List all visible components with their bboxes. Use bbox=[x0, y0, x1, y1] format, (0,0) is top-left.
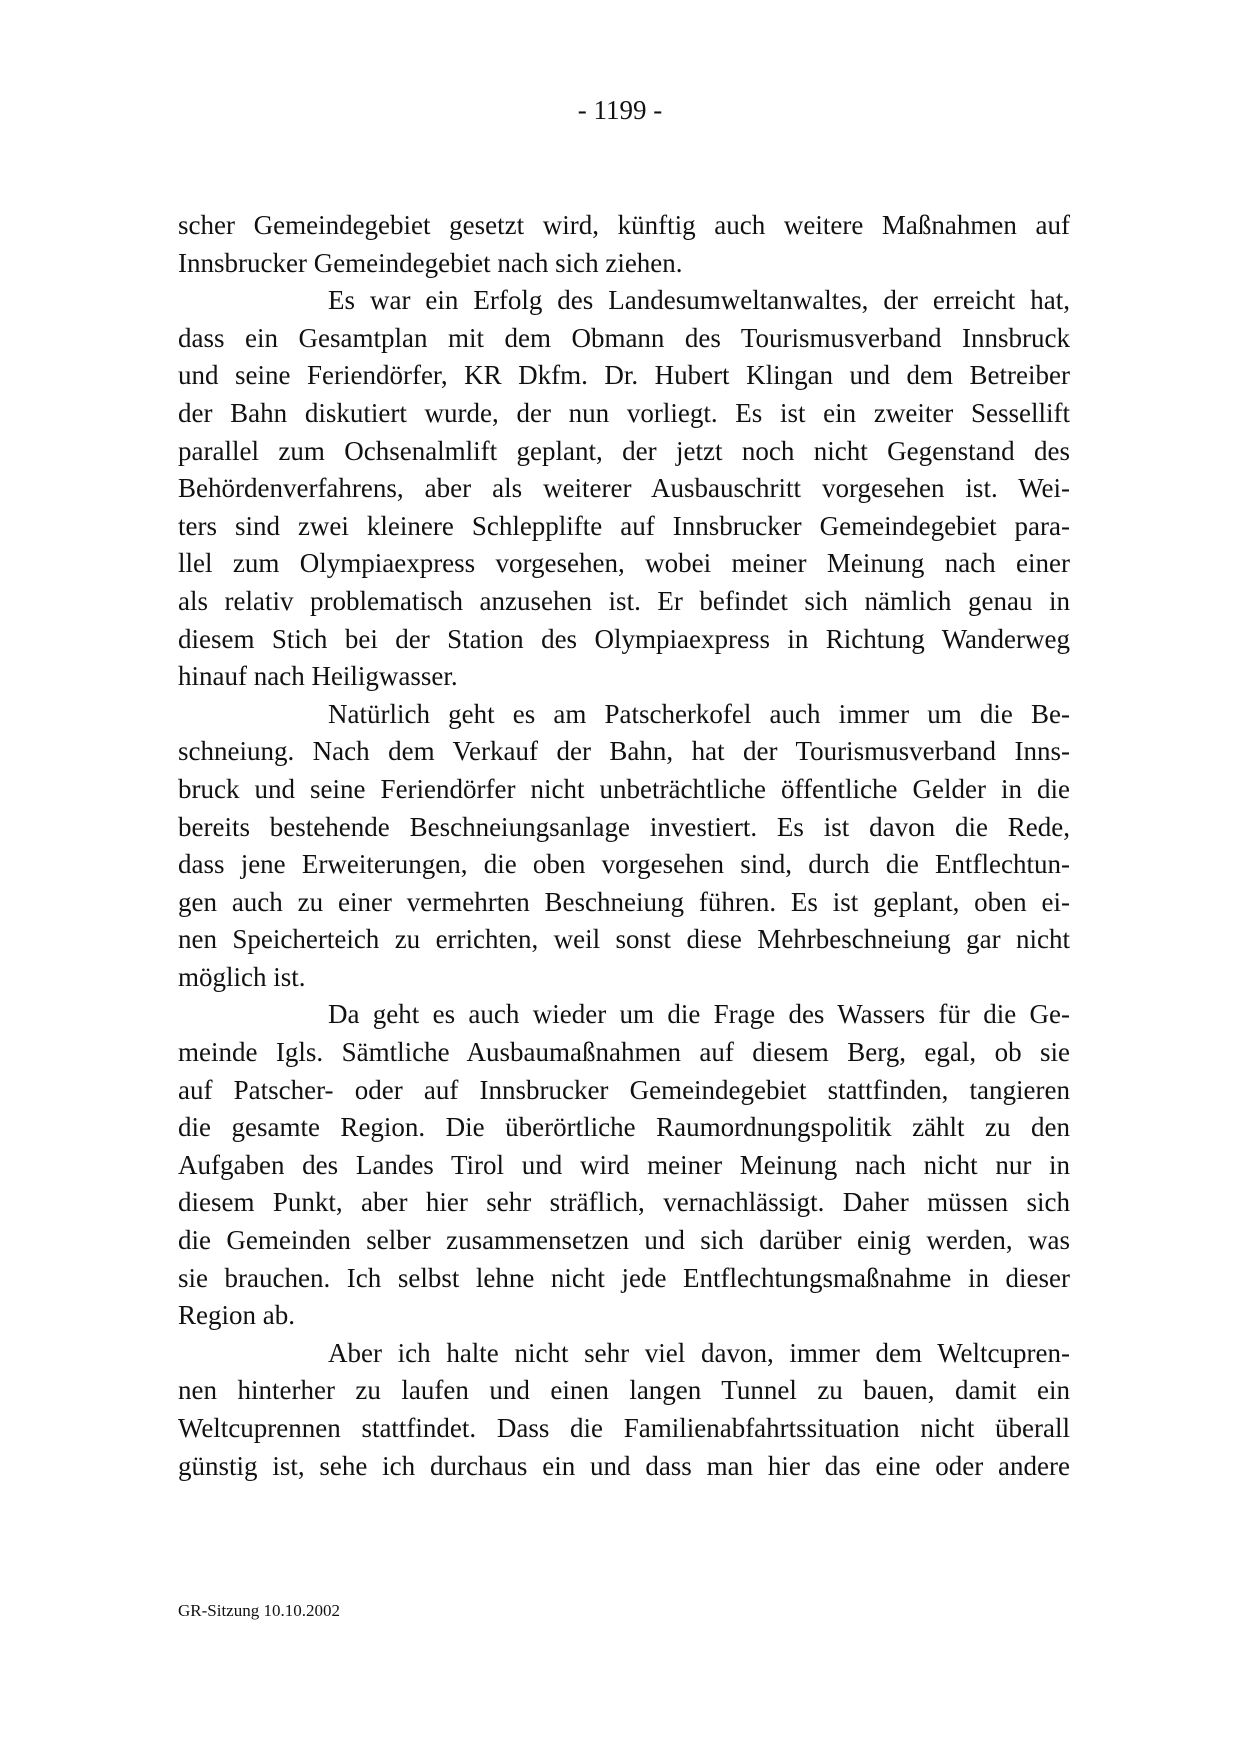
text-line: als relativ problematisch anzusehen ist. Er befindet sich nämlich genau in bbox=[178, 585, 1070, 616]
text-line: gen auch zu einer vermehrten Beschneiung führen. Es ist geplant, oben ei- bbox=[178, 886, 1070, 917]
body-text bbox=[178, 207, 1070, 1485]
paragraph bbox=[178, 696, 1070, 997]
paragraph bbox=[178, 207, 1070, 282]
text-line: der Bahn diskutiert wurde, der nun vorliegt. Es ist ein zweiter Sessellift bbox=[178, 397, 1070, 428]
text-line: hinauf nach Heiligwasser. bbox=[178, 661, 458, 692]
text-line: Natürlich geht es am Patscherkofel auch immer um die Be- bbox=[328, 698, 1070, 729]
text-line: diesem Stich bei der Station des Olympiaexpress in Richtung Wanderweg bbox=[178, 623, 1070, 654]
text-line: bereits bestehende Beschneiungsanlage investiert. Es ist davon die Rede, bbox=[178, 811, 1070, 842]
text-line: günstig ist, sehe ich durchaus ein und dass man hier das eine oder andere bbox=[178, 1450, 1070, 1481]
text-line: und seine Feriendörfer, KR Dkfm. Dr. Hubert Klingan und dem Betreiber bbox=[178, 360, 1070, 391]
text-line: Region ab. bbox=[178, 1300, 295, 1331]
text-line: Aber ich halte nicht sehr viel davon, immer dem Weltcupren- bbox=[328, 1337, 1070, 1368]
text-line: dass jene Erweiterungen, die oben vorgesehen sind, durch die Entflechtun- bbox=[178, 849, 1070, 880]
text-line: nen Speicherteich zu errichten, weil sonst diese Mehrbeschneiung gar nicht bbox=[178, 924, 1070, 955]
text-line: Behördenverfahrens, aber als weiterer Ausbauschritt vorgesehen ist. Wei- bbox=[178, 473, 1070, 504]
page-number: - 1199 - bbox=[577, 95, 663, 125]
footer-session-date: GR-Sitzung 10.10.2002 bbox=[178, 1601, 340, 1620]
text-line: diesem Punkt, aber hier sehr sträflich, vernachlässigt. Daher müssen sich bbox=[178, 1187, 1070, 1218]
text-line: llel zum Olympiaexpress vorgesehen, wobei meiner Meinung nach einer bbox=[178, 548, 1070, 579]
text-line: Innsbrucker Gemeindegebiet nach sich ziehen. bbox=[178, 247, 683, 278]
text-line: bruck und seine Feriendörfer nicht unbeträchtliche öffentliche Gelder in die bbox=[178, 773, 1070, 804]
text-line: Da geht es auch wieder um die Frage des Wassers für die Ge- bbox=[328, 999, 1070, 1030]
text-line: die Gemeinden selber zusammensetzen und sich darüber einig werden, was bbox=[178, 1225, 1070, 1256]
text-line: schneiung. Nach dem Verkauf der Bahn, hat der Tourismusverband Inns- bbox=[178, 736, 1070, 767]
text-line: Es war ein Erfolg des Landesumweltanwaltes, der erreicht hat, bbox=[328, 285, 1070, 316]
text-line: sie brauchen. Ich selbst lehne nicht jede Entflechtungsmaßnahme in dieser bbox=[178, 1262, 1070, 1293]
text-line: dass ein Gesamtplan mit dem Obmann des Tourismusverband Innsbruck bbox=[178, 322, 1070, 353]
paragraph bbox=[178, 282, 1070, 696]
text-line: Weltcuprennen stattfindet. Dass die Familienabfahrtssituation nicht überall bbox=[178, 1413, 1070, 1443]
text-line: ters sind zwei kleinere Schlepplifte auf Innsbrucker Gemeindegebiet para- bbox=[178, 510, 1070, 541]
paragraph bbox=[178, 996, 1070, 1334]
text-line: die gesamte Region. Die überörtliche Raumordnungspolitik zählt zu den bbox=[178, 1112, 1070, 1143]
text-line: scher Gemeindegebiet gesetzt wird, künftig auch weitere Maßnahmen auf bbox=[178, 210, 1070, 240]
text-line: nen hinterher zu laufen und einen langen Tunnel zu bauen, damit ein bbox=[178, 1375, 1070, 1406]
text-line: parallel zum Ochsenalmlift geplant, der jetzt noch nicht Gegenstand des bbox=[178, 435, 1070, 466]
text-line: auf Patscher- oder auf Innsbrucker Gemeindegebiet stattfinden, tangieren bbox=[178, 1074, 1070, 1105]
text-line: Aufgaben des Landes Tirol und wird meiner Meinung nach nicht nur in bbox=[178, 1149, 1070, 1180]
paragraph bbox=[178, 1335, 1070, 1485]
text-line: meinde Igls. Sämtliche Ausbaumaßnahmen auf diesem Berg, egal, ob sie bbox=[178, 1037, 1070, 1068]
text-line: möglich ist. bbox=[178, 961, 306, 992]
